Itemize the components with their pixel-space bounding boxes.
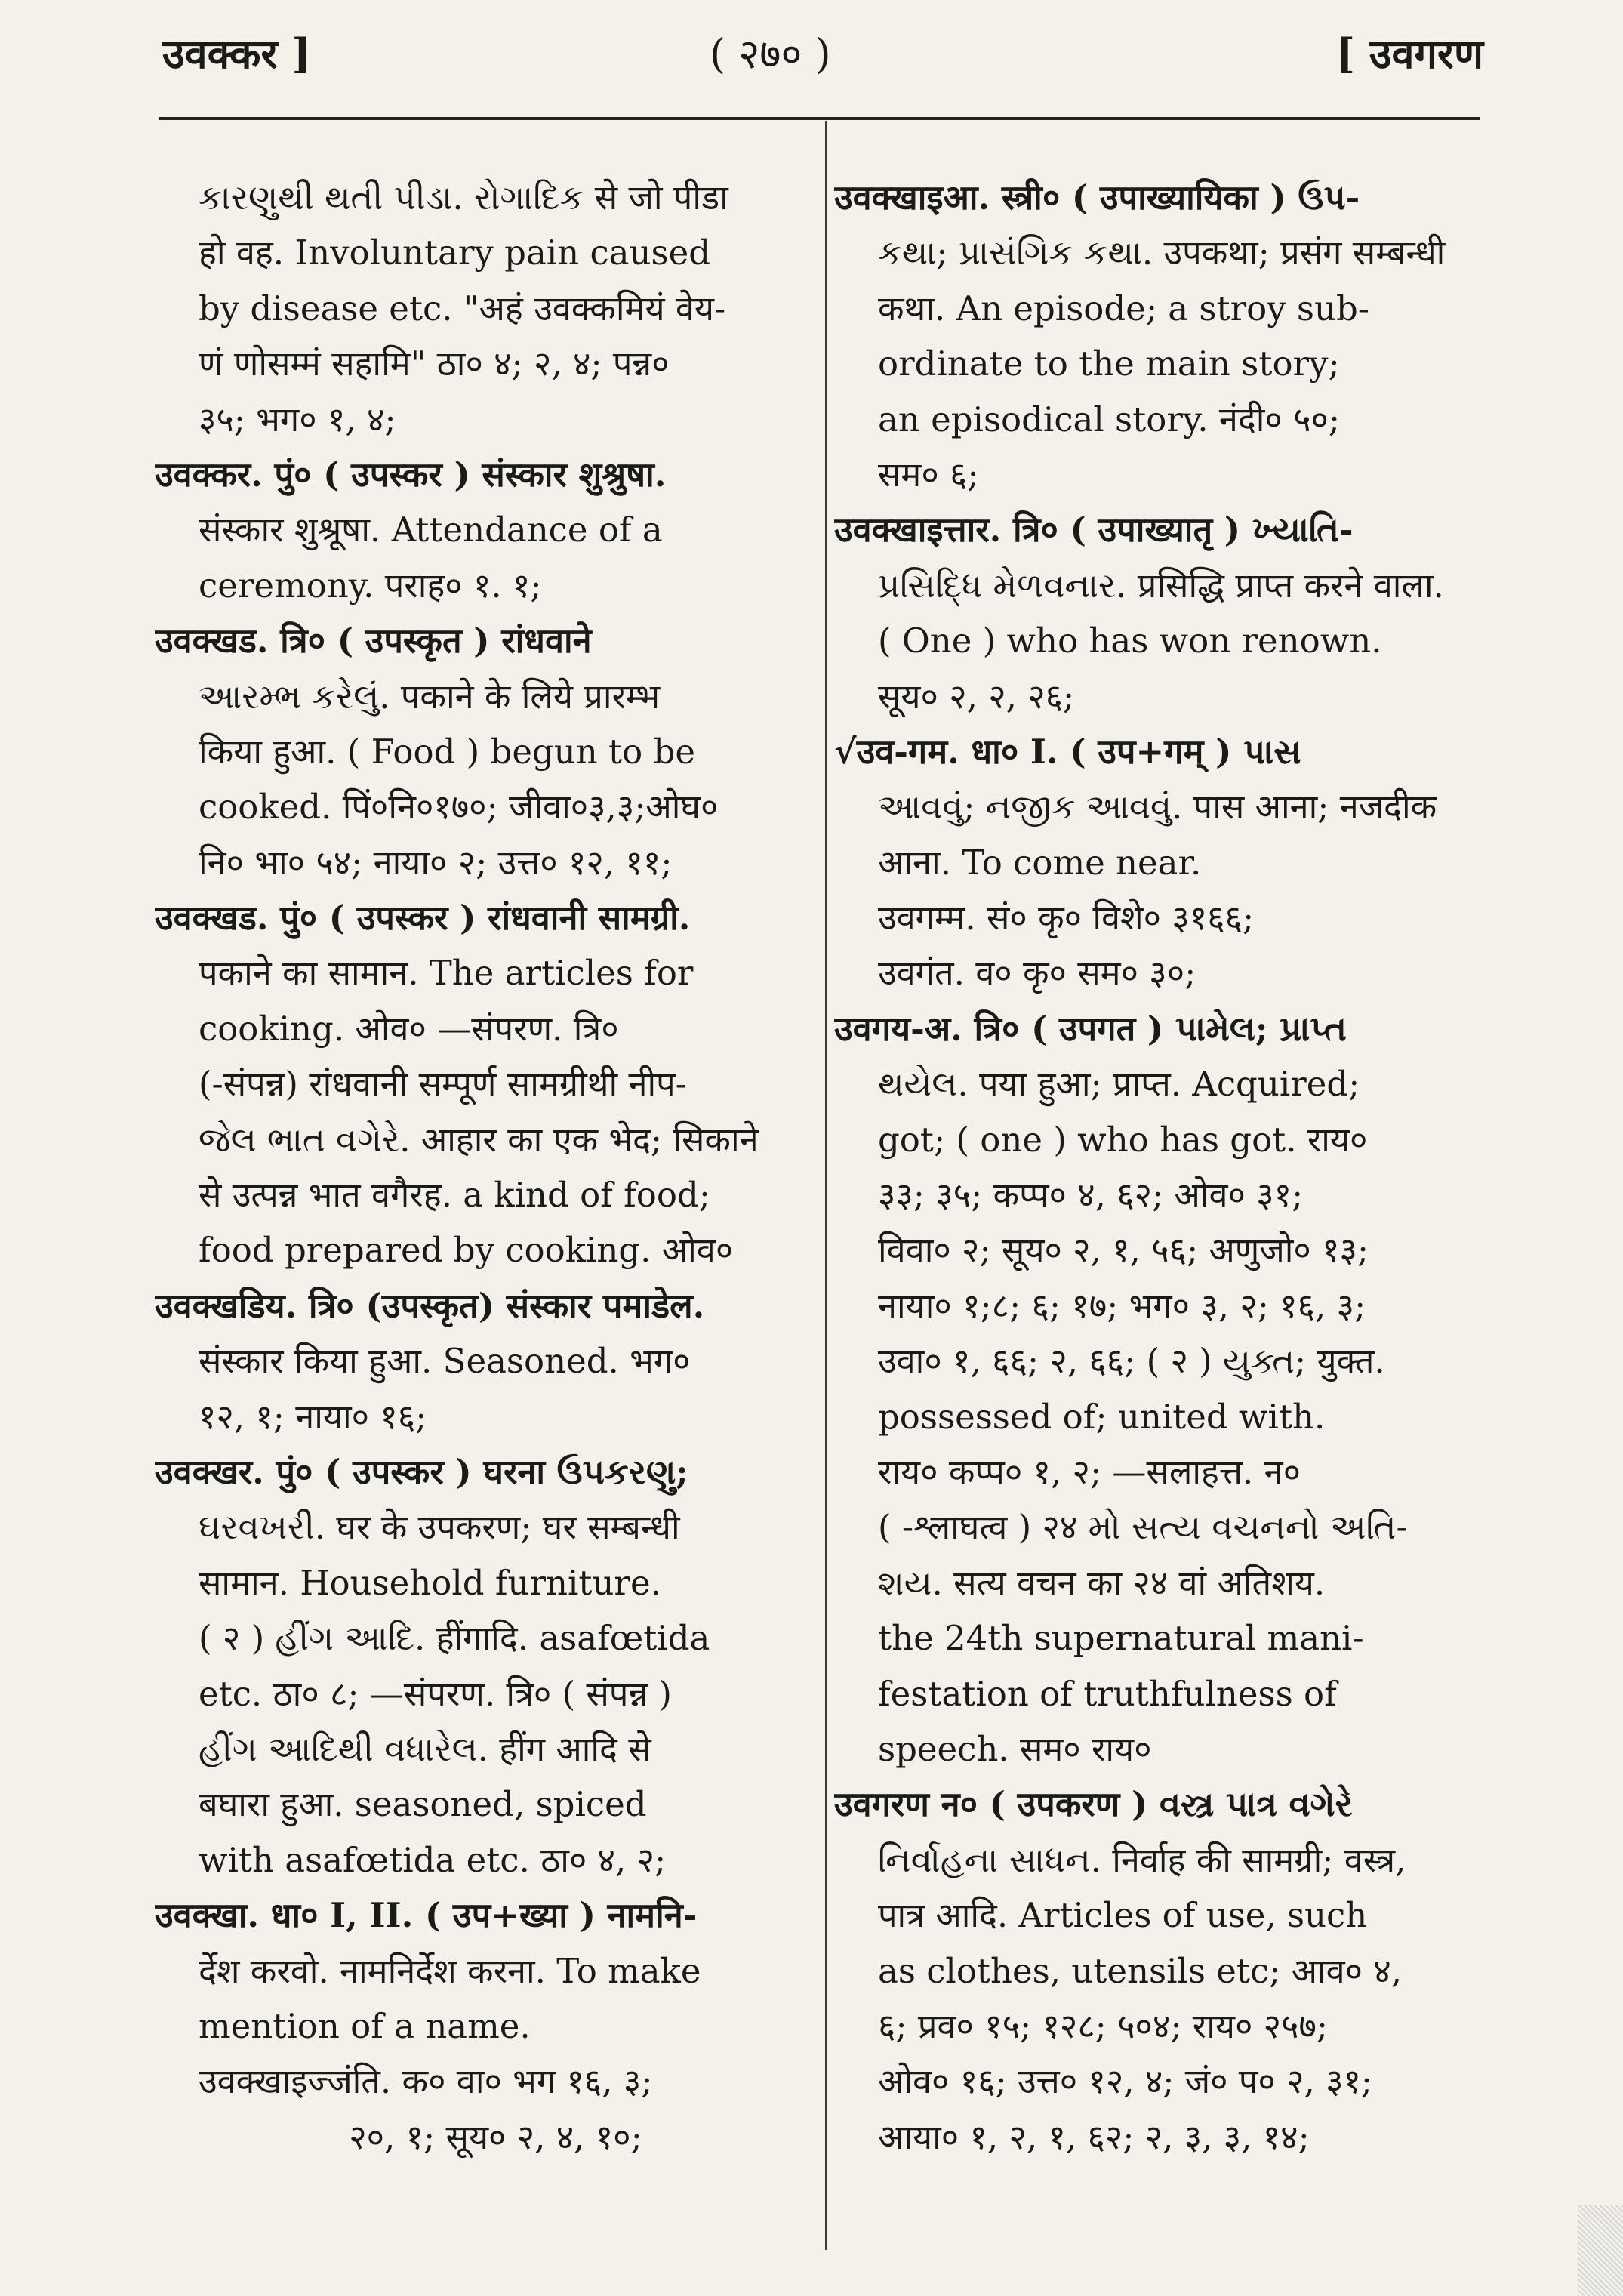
header-rule [159,117,1480,120]
left-column [155,170,793,2165]
entry-text-line: possessed of; united with. [878,1396,1326,1437]
entry-text-line: mention of a name. [199,2005,531,2046]
entry-headword-line: उवक्खडिय. त्रि० (उपस्कृत) संस्कार पमाडेल. [155,1285,705,1326]
entry-text-line: ( २ ) હીંગ આદિ. हींगादि. asafœtida [199,1618,710,1659]
entry-text-line: संस्कार शुश्रूषा. Attendance of a [199,510,663,550]
entry-text-line: १२, १; नाया० १६; [199,1396,427,1437]
entry-text-line: ceremony. पराह० १. १; [199,565,542,606]
entry-text-line: किया हुआ. ( Food ) begun to be [199,731,695,772]
entry-text-line: संस्कार किया हुआ. Seasoned. भग० [199,1341,691,1382]
entry-text-line: ઘરવખરી. घर के उपकरण; घर सम्बन्धी [199,1507,680,1548]
entry-text-line: speech. सम० राय० [878,1728,1152,1769]
entry-text-line: the 24th supernatural mani- [878,1618,1364,1659]
entry-text-line: an episodical story. नंदी० ५०; [878,399,1341,439]
entry-text-line: बघारा हुआ. seasoned, spiced [199,1784,647,1825]
entry-text-line: cooked. पिं०नि०१७०; जीवा०३,३;ओघ० [199,787,719,827]
entry-text-line: कथा. An episode; a stroy sub- [878,288,1370,328]
entry-text-line: આરમ્ભ કરેલું. पकाने के लिये प्रारम्भ [199,676,661,717]
entry-text-line: by disease etc. "अहं उवक्कमियं वेय- [199,288,726,328]
entry-text-line: આવવું; નજીક આવવું. पास आना; नजदीक [878,787,1437,827]
entry-text-line: હીંગ આદિથી વધારેલ. हींग आदि से [199,1728,651,1769]
column-divider [825,121,827,2250]
entry-text-line: सम० ६; [878,454,979,495]
entry-text-line: २०, १; सूय० २, ४, १०; [349,2116,642,2157]
entry-text-line: ३३; ३५; कप्प० ४, ६२; ओव० ३१; [878,1175,1304,1216]
entry-text-line: festation of truthfulness of [878,1673,1337,1714]
entry-text-line: food prepared by cooking. ओव० [199,1230,734,1271]
entry-headword-line: उवगरण न० ( उपकरण ) વસ્ત્ર પાત્ર વગેરે [834,1784,1353,1825]
entry-text-line: પ્રસિદ્ધિ મેળવનાર. प्रसिद्धि प्राप्त करने वाला. [878,565,1444,606]
entry-text-line: etc. ठा० ८; —संपरण. त्रि० ( संपन्न ) [199,1673,672,1714]
entry-text-line: થયેલ. पया हुआ; प्राप्त. Acquired; [878,1064,1360,1105]
entry-text-line: (-संपन्न) रांधवानी सम्पूर्ण सामग्रीथी नीप- [199,1064,687,1105]
entry-headword-line: उवक्खाइआ. स्त्री० ( उपाख्यायिका ) ઉપ- [834,177,1360,217]
entry-headword-line: उवक्खर. पुं० ( उपस्कर ) घरना ઉપકરણુ; [155,1451,688,1492]
entry-text-line: से उत्पन्न भात वगैरह. a kind of food; [199,1175,710,1216]
entry-text-line: ३५; भग० १, ४; [199,399,396,439]
entry-text-line: उवक्खाइज्जंति. क० वा० भग १६, ३; [199,2061,653,2102]
entry-text-line: विवा० २; सूय० २, १, ५६; अणुजो० १३; [878,1230,1369,1271]
page-number: ( २७० ) [710,30,831,78]
entry-text-line: नि० भा० ५४; नाया० २; उत्त० १२, ११; [199,842,673,883]
entry-text-line: हो वह. Involuntary pain caused [199,233,711,273]
header-left-guideword: उवक्कर ] [162,29,311,78]
entry-headword-line: उवगय-अ. त्रि० ( उपगत ) પામેલ; પ્રાપ્ત [834,1008,1347,1049]
entry-text-line: पकाने का सामान. The articles for [199,953,694,994]
entry-text-line: as clothes, utensils etc; आव० ४, [878,1950,1403,1991]
entry-text-line: નિર્વાહના સાધન. निर्वाह की सामग्री; वस्त्र, [878,1839,1406,1880]
right-column [834,170,1472,2165]
entry-text-line: ( One ) who has won renown. [878,621,1382,661]
entry-text-line: કથા; પ્રાસંગિક કથા. उपकथा; प्रसंग सम्बन्धी [878,233,1446,273]
entry-text-line: णं णोसम्मं सहामि" ठा० ४; २, ४; पन्न० [199,344,670,384]
entry-text-line: ( -श्लाघत्व ) २४ મો સત્ય વચનનો અતિ- [878,1507,1408,1548]
entry-headword-line: √उव-गम. धा० I. ( उप+गम् ) પાસ [834,731,1301,772]
entry-headword-line: उवक्खाइत्तार. त्रि० ( उपाख्यातृ ) ખ્યાતિ- [834,510,1354,550]
entry-text-line: उवगंत. व० कृ० सम० ३०; [878,953,1196,994]
entry-headword-line: उवक्खा. धा० I, II. ( उप+ख्या ) नामनि- [155,1895,698,1936]
entry-headword-line: उवक्कर. पुं० ( उपस्कर ) संस्कार शुश्रुषा. [155,454,667,495]
entry-text-line: र्देश करवो. नामनिर्देश करना. To make [199,1950,701,1991]
entry-headword-line: उवक्खड. पुं० ( उपस्कर ) रांधवानी सामग्री. [155,898,691,938]
entry-text-line: आया० १, २, १, ६२; २, ३, ३, १४; [878,2116,1310,2157]
entry-text-line: કારણુથી થતી પીડા. રોગાદિક से जो पीडा [199,177,728,217]
entry-text-line: उवगम्म. सं० कृ० विशे० ३१६६; [878,898,1255,938]
entry-text-line: सामान. Household furniture. [199,1562,661,1603]
entry-text-line: नाया० १;८; ६; १७; भग० ३, २; १६, ३; [878,1285,1366,1326]
entry-text-line: आना. To come near. [878,842,1202,883]
entry-text-line: with asafœtida etc. ठा० ४, २; [199,1839,667,1880]
entry-text-line: શય. सत्य वचन का २४ वां अतिशय. [878,1562,1326,1603]
entry-text-line: got; ( one ) who has got. राय० [878,1119,1368,1160]
entry-text-line: पात्र आदि. Articles of use, such [878,1895,1368,1936]
entry-text-line: उवा० १, ६६; २, ६६; ( २ ) યુક્ત; युक्त. [878,1341,1385,1382]
entry-text-line: જેલ ભાત વગેરે. आहार का एक भेद; सिकाने [199,1119,759,1160]
entry-text-line: ordinate to the main story; [878,344,1340,384]
header-right-guideword: [ उवगरण [1335,29,1483,78]
entry-text-line: cooking. ओव० —संपरण. त्रि० [199,1008,619,1049]
entry-text-line: राय० कप्प० १, २; —सलाहत्त. न० [878,1451,1301,1492]
scan-noise [1578,2205,1623,2296]
entry-text-line: ओव० १६; उत्त० १२, ४; जं० प० २, ३१; [878,2061,1373,2102]
entry-headword-line: उवक्खड. त्रि० ( उपस्कृत ) रांधवाने [155,621,592,661]
entry-text-line: ६; प्रव० १५; १२८; ५०४; राय० २५७; [878,2005,1329,2046]
entry-text-line: सूय० २, २, २६; [878,676,1075,717]
